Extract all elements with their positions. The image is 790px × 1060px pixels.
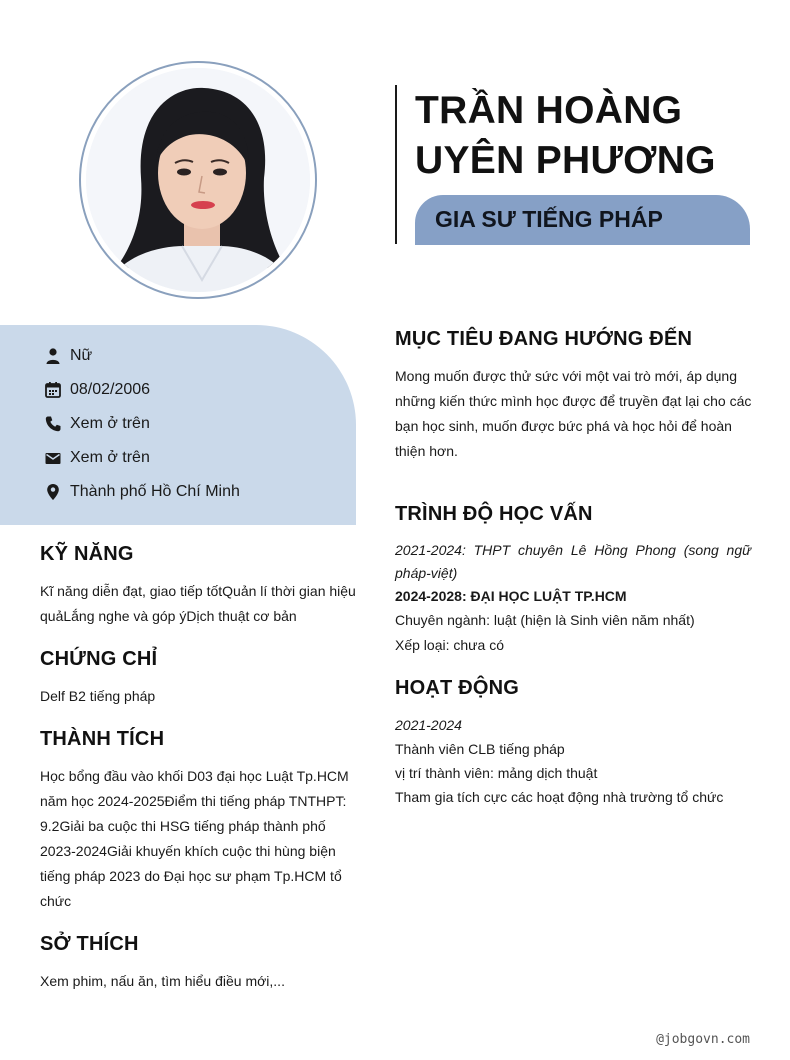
certificates-text: Delf B2 tiếng pháp bbox=[40, 688, 156, 704]
activity-line: Thành viên CLB tiếng pháp bbox=[395, 741, 565, 757]
achievement-line: Học bổng đầu vào khối D03 đại học Luật Tp.HCM bbox=[40, 768, 349, 784]
activities-text bbox=[395, 713, 755, 809]
activities-heading: HOẠT ĐỘNG bbox=[395, 677, 520, 699]
birthdate-value: 08/02/2006 bbox=[70, 381, 151, 398]
skills-line: quảLắng nghe và góp ýDịch thuật cơ bản bbox=[40, 608, 297, 624]
certificates-heading: CHỨNG CHỈ bbox=[40, 648, 158, 670]
objective-line: Mong muốn được thử sức với một vai trò mới, áp dụng bbox=[395, 368, 738, 384]
activity-line: Tham gia tích cực các hoạt động nhà trường tổ chức bbox=[395, 789, 724, 805]
role-title: GIA SƯ TIẾNG PHÁP bbox=[435, 206, 663, 232]
activity-line: vị trí thành viên: mảng dịch thuật bbox=[395, 765, 598, 781]
achievement-line: năm học 2024-2025Điểm thi tiếng pháp TNTHPT: bbox=[40, 793, 347, 809]
mail-icon bbox=[44, 449, 62, 467]
role-badge bbox=[415, 195, 750, 245]
avatar-frame bbox=[79, 61, 317, 299]
contact-address bbox=[44, 480, 240, 504]
objective-text bbox=[395, 364, 755, 464]
phone-value: Xem ở trên bbox=[70, 415, 150, 432]
calendar-icon bbox=[44, 381, 62, 399]
address-value: Thành phố Hồ Chí Minh bbox=[70, 483, 240, 500]
objective-heading: MỤC TIÊU ĐANG HƯỚNG ĐẾN bbox=[395, 328, 693, 350]
achievements-text bbox=[40, 764, 360, 914]
education-heading: TRÌNH ĐỘ HỌC VẤN bbox=[395, 503, 593, 525]
email-value: Xem ở trên bbox=[70, 449, 150, 466]
skills-line: Kĩ năng diễn đạt, giao tiếp tốtQuản lí thời gian hiệu bbox=[40, 583, 356, 599]
education-major: Chuyên ngành: luật (hiện là Sinh viên năm nhất) bbox=[395, 612, 695, 628]
contact-phone bbox=[44, 412, 150, 436]
contact-gender bbox=[44, 344, 92, 368]
contact-panel bbox=[0, 325, 356, 525]
name-line-1: TRẦN HOÀNG bbox=[415, 89, 683, 132]
name-line-2: UYÊN PHƯƠNG bbox=[415, 139, 716, 182]
achievement-line: 2023-2024Giải khuyến khích cuộc thi hùng biện bbox=[40, 843, 336, 859]
objective-line: thiện hơn. bbox=[395, 443, 458, 459]
education-entry-1-cont: pháp-việt) bbox=[395, 565, 458, 581]
objective-line: bạn học sinh, muốn được bức phá và học hỏi để hoàn bbox=[395, 418, 732, 434]
objective-line: những kiến thức mình học được để truyền đạt lại cho các bbox=[395, 393, 752, 409]
education-rank: Xếp loại: chưa có bbox=[395, 637, 504, 653]
contact-email bbox=[44, 446, 150, 470]
achievement-line: tiếng pháp 2023 do Đại học sư phạm Tp.HCM tổ bbox=[40, 868, 342, 884]
footer-watermark: @jobgovn.com bbox=[656, 1032, 750, 1047]
hobbies-heading: SỞ THÍCH bbox=[40, 933, 139, 955]
candidate-name bbox=[415, 86, 775, 186]
skills-text bbox=[40, 579, 360, 629]
person-icon bbox=[44, 347, 62, 365]
achievement-line: 9.2Giải ba cuộc thi HSG tiếng pháp thành phố bbox=[40, 818, 326, 834]
hobbies-text: Xem phim, nấu ăn, tìm hiểu điều mới,... bbox=[40, 973, 285, 989]
avatar bbox=[86, 68, 310, 292]
gender-value: Nữ bbox=[70, 347, 93, 364]
header-divider bbox=[395, 85, 397, 244]
education-entry-2: 2024-2028: ĐẠI HỌC LUẬT TP.HCM bbox=[395, 588, 627, 604]
education-entry-1: 2021-2024: THPT chuyên Lê Hồng Phong (song ngữ bbox=[395, 542, 751, 558]
contact-birthdate bbox=[44, 378, 150, 402]
activities-period: 2021-2024 bbox=[395, 717, 462, 733]
achievement-line: chức bbox=[40, 893, 72, 909]
achievements-heading: THÀNH TÍCH bbox=[40, 728, 165, 750]
education-text bbox=[395, 539, 751, 658]
location-pin-icon bbox=[44, 483, 62, 501]
skills-heading: KỸ NĂNG bbox=[40, 543, 134, 565]
phone-icon bbox=[44, 415, 62, 433]
portrait-photo bbox=[86, 68, 310, 292]
